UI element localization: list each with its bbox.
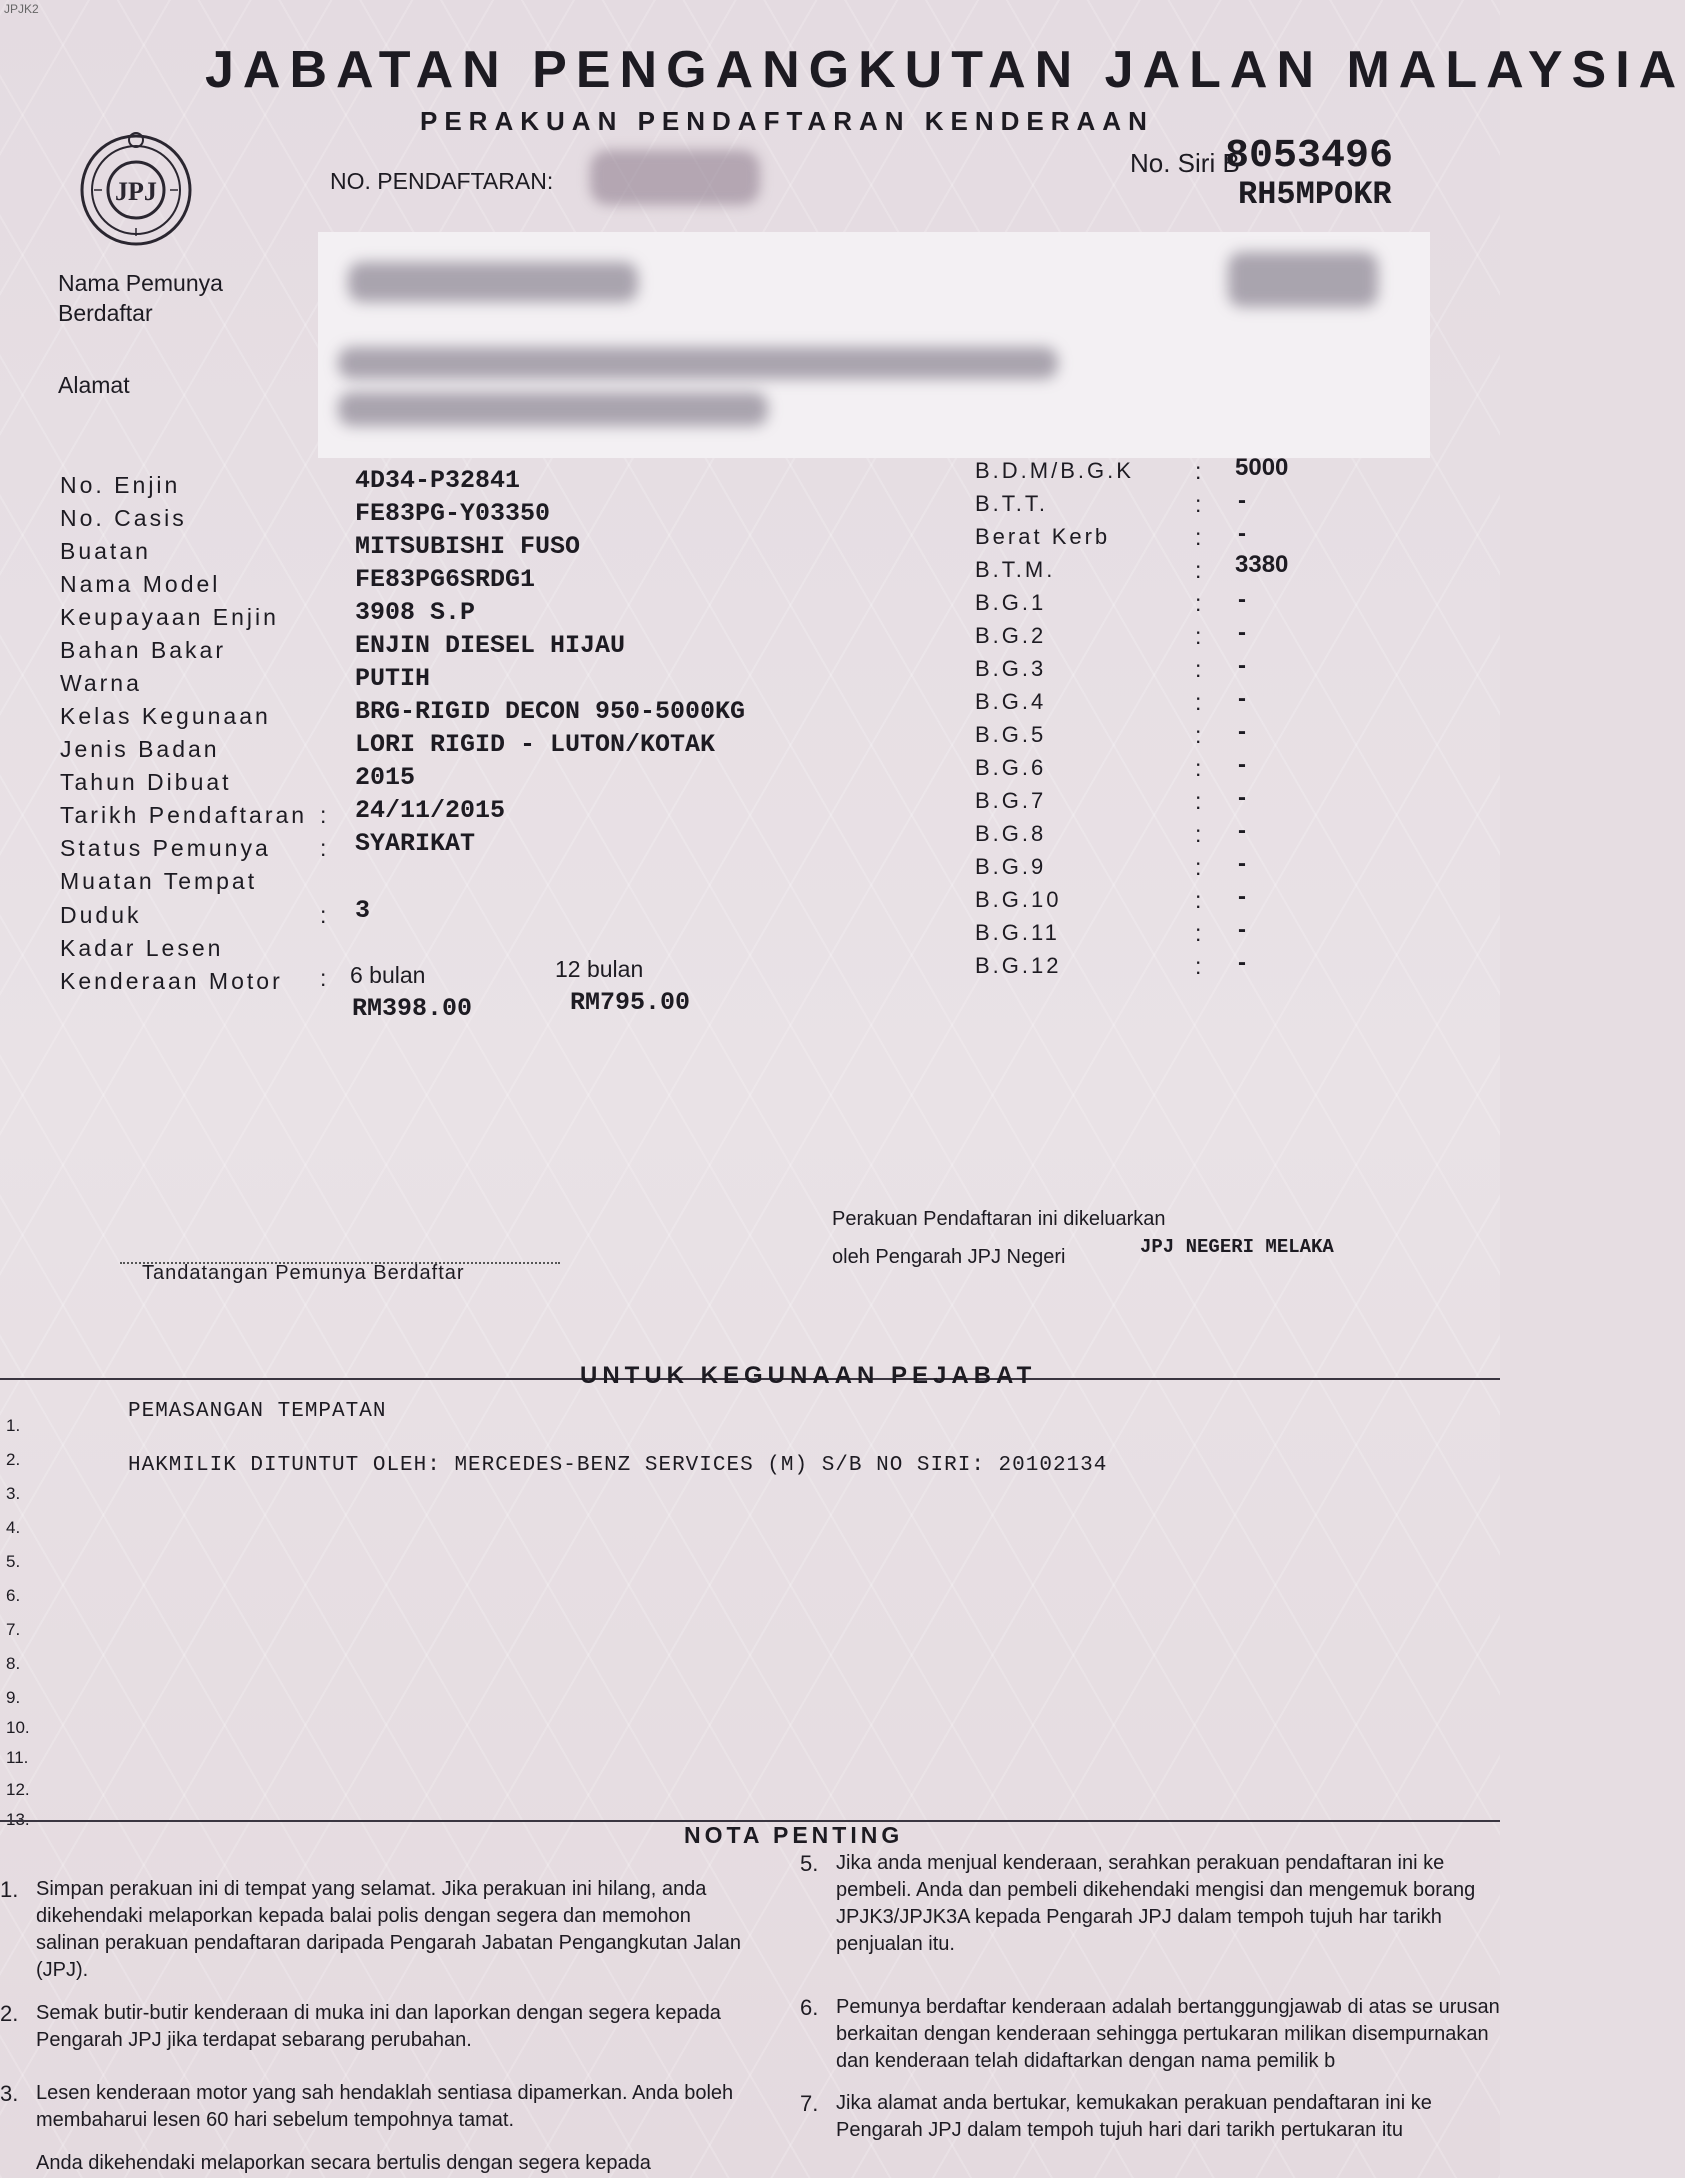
office-line-number: 1. bbox=[6, 1416, 21, 1435]
note-item bbox=[800, 1994, 1500, 2075]
colon: : bbox=[320, 835, 327, 861]
note-item bbox=[0, 2080, 752, 2134]
corner-mark: JPJK2 bbox=[4, 2, 39, 16]
field-label-license-rate-1: Kadar Lesen bbox=[60, 935, 224, 961]
colon: : bbox=[1195, 689, 1202, 715]
note-item bbox=[36, 2150, 752, 2177]
weight-label-bg2: B.G.2 bbox=[975, 623, 1047, 648]
owner-name-label-1: Nama Pemunya bbox=[58, 270, 223, 296]
license-12-month-label: 12 bulan bbox=[555, 956, 644, 982]
office-line-number: 11. bbox=[6, 1748, 29, 1767]
note-text: Semak butir-butir kenderaan di muka ini dan laporkan dengan segera kepada Pengarah JPJ jika terdapat sebarang perubahan. bbox=[36, 2002, 721, 2051]
field-label-model: Nama Model bbox=[60, 571, 221, 597]
weight-value-bg10: - bbox=[1238, 883, 1246, 910]
registration-number-redacted bbox=[590, 150, 760, 205]
field-label-chassis-no: No. Casis bbox=[60, 505, 187, 531]
office-line-number: 4. bbox=[6, 1518, 21, 1537]
weight-label-bg7: B.G.7 bbox=[975, 788, 1047, 813]
colon: : bbox=[1195, 557, 1202, 583]
office-entry-2: HAKMILIK DITUNTUT OLEH: MERCEDES-BENZ SERVICES (M) S/B NO SIRI: 20102134 bbox=[128, 1454, 1108, 1477]
note-number: 6. bbox=[800, 1995, 819, 2020]
page-title: JABATAN PENGANGKUTAN JALAN MALAYSIA bbox=[205, 41, 1685, 99]
note-item bbox=[0, 2000, 752, 2054]
field-label-seating-2: Duduk bbox=[60, 902, 142, 928]
field-value-colour: PUTIH bbox=[355, 664, 431, 693]
registration-number-label: NO. PENDAFTARAN: bbox=[330, 168, 554, 194]
weight-value-bg3: - bbox=[1238, 652, 1246, 679]
issuer-state: JPJ NEGERI MELAKA bbox=[1140, 1236, 1334, 1258]
weight-label-bg8: B.G.8 bbox=[975, 821, 1047, 846]
serial-number: 8053496 bbox=[1225, 134, 1394, 179]
weight-value-kerb: - bbox=[1238, 520, 1246, 547]
license-12-month-value: RM795.00 bbox=[570, 988, 691, 1017]
field-label-make: Buatan bbox=[60, 538, 151, 564]
colon: : bbox=[1195, 920, 1202, 946]
note-number: 1. bbox=[0, 1877, 19, 1902]
weight-label-bg11: B.G.11 bbox=[975, 920, 1060, 945]
weight-value-btt: - bbox=[1238, 487, 1246, 514]
note-text: Pemunya berdaftar kenderaan adalah bertanggungjawab di atas se urusan berkaitan dengan kenderaan sehingga pertukaran milikan disempurnakan dan kenderaan telah didaftarkan dengan nama pemilik b bbox=[836, 1996, 1500, 2072]
address-label: Alamat bbox=[58, 372, 130, 398]
field-label-body-type: Jenis Badan bbox=[60, 736, 220, 762]
colon: : bbox=[1195, 623, 1202, 649]
weight-value-bg5: - bbox=[1238, 718, 1246, 745]
serial-label: No. Siri B bbox=[1130, 148, 1240, 178]
license-6-month-label: 6 bulan bbox=[350, 962, 426, 988]
weight-label-bg1: B.G.1 bbox=[975, 590, 1047, 615]
field-label-year-made: Tahun Dibuat bbox=[60, 769, 232, 795]
field-value-fuel: ENJIN DIESEL HIJAU bbox=[355, 631, 626, 660]
weight-label-btt: B.T.T. bbox=[975, 491, 1049, 516]
weight-label-bg6: B.G.6 bbox=[975, 755, 1047, 780]
colon: : bbox=[320, 902, 327, 928]
note-text: Lesen kenderaan motor yang sah hendaklah sentiasa dipamerkan. Anda boleh membaharui lesen 60 hari sebelum tempohnya tamat. bbox=[36, 2082, 734, 2131]
field-value-body-type: LORI RIGID - LUTON/KOTAK bbox=[355, 730, 716, 759]
weight-label-bg5: B.G.5 bbox=[975, 722, 1047, 747]
field-value-model: FE83PG6SRDG1 bbox=[355, 565, 536, 594]
colon: : bbox=[1195, 953, 1202, 979]
weight-label-bg10: B.G.10 bbox=[975, 887, 1062, 912]
note-number: 5. bbox=[800, 1851, 819, 1876]
field-value-owner-status: SYARIKAT bbox=[355, 829, 476, 858]
field-value-usage-class: BRG-RIGID DECON 950-5000KG bbox=[355, 697, 746, 726]
weight-value-bg9: - bbox=[1238, 850, 1246, 877]
colon: : bbox=[1195, 656, 1202, 682]
office-line-number: 5. bbox=[6, 1552, 21, 1571]
colon: : bbox=[1195, 458, 1202, 484]
weight-value-bg7: - bbox=[1238, 784, 1246, 811]
note-item bbox=[0, 1876, 752, 1984]
field-label-license-rate-2: Kenderaan Motor bbox=[60, 968, 283, 994]
colon: : bbox=[1195, 788, 1202, 814]
weight-label-bdm: B.D.M/B.G.K bbox=[975, 458, 1134, 483]
office-entry-1: PEMASANGAN TEMPATAN bbox=[128, 1400, 387, 1423]
owner-name-label-2: Berdaftar bbox=[58, 300, 153, 326]
office-line-number: 7. bbox=[6, 1620, 21, 1639]
office-line-number: 9. bbox=[6, 1688, 21, 1707]
issuer-line-1: Perakuan Pendaftaran ini dikeluarkan bbox=[832, 1208, 1166, 1230]
nota-title: NOTA PENTING bbox=[684, 1822, 904, 1848]
colon: : bbox=[1195, 590, 1202, 616]
note-item bbox=[800, 2090, 1500, 2144]
weight-value-bg6: - bbox=[1238, 751, 1246, 778]
colon: : bbox=[320, 965, 327, 991]
note-number: 7. bbox=[800, 2091, 819, 2116]
weight-label-bg12: B.G.12 bbox=[975, 953, 1062, 978]
office-line-number: 12. bbox=[6, 1780, 30, 1799]
issuer-line-2: oleh Pengarah JPJ Negeri bbox=[832, 1246, 1066, 1268]
office-line-number: 3. bbox=[6, 1484, 21, 1503]
field-label-registration-date: Tarikh Pendaftaran bbox=[60, 802, 308, 828]
license-6-month-value: RM398.00 bbox=[352, 994, 473, 1023]
weight-value-bg4: - bbox=[1238, 685, 1246, 712]
field-label-engine-no: No. Enjin bbox=[60, 472, 181, 498]
field-value-year-made: 2015 bbox=[355, 763, 416, 792]
note-text: Simpan perakuan ini di tempat yang selamat. Jika perakuan ini hilang, anda dikehendaki melaporkan kepada balai polis dengan segera dan memohon salinan perakuan pendaftaran daripada Pengarah Jabatan Pengangkutan Jalan (JPJ). bbox=[36, 1878, 741, 1981]
colon: : bbox=[1195, 854, 1202, 880]
note-text: Jika anda menjual kenderaan, serahkan perakuan pendaftaran ini ke pembeli. Anda dan pembeli dikehendaki mengisi dan mengemuk borang JPJK3/JPJK3A kepada Pengarah JPJ dalam tempoh tujuh har tarikh penjualan itu. bbox=[836, 1852, 1476, 1955]
owner-redacted-block bbox=[318, 232, 1430, 458]
colon: : bbox=[1195, 755, 1202, 781]
weight-value-btm: 3380 bbox=[1235, 551, 1289, 578]
field-value-make: MITSUBISHI FUSO bbox=[355, 532, 581, 561]
weight-value-bg2: - bbox=[1238, 619, 1246, 646]
weight-value-bg1: - bbox=[1238, 586, 1246, 613]
field-value-registration-date: 24/11/2015 bbox=[355, 796, 506, 825]
jpj-seal-logo bbox=[76, 128, 196, 248]
field-label-engine-capacity: Keupayaan Enjin bbox=[60, 604, 279, 630]
field-label-usage-class: Kelas Kegunaan bbox=[60, 703, 271, 729]
note-number: 2. bbox=[0, 2001, 19, 2026]
office-line-number: 10. bbox=[6, 1718, 30, 1737]
note-text: Anda dikehendaki melaporkan secara bertulis dengan segera kepada bbox=[36, 2152, 651, 2174]
office-section-title: UNTUK KEGUNAAN PEJABAT bbox=[580, 1362, 1037, 1389]
weight-label-kerb: Berat Kerb bbox=[975, 524, 1111, 549]
note-number: 3. bbox=[0, 2081, 19, 2106]
field-label-owner-status: Status Pemunya bbox=[60, 835, 271, 861]
svg-text:JPJ: JPJ bbox=[115, 177, 157, 206]
weight-label-bg3: B.G.3 bbox=[975, 656, 1047, 681]
serial-code: RH5MPOKR bbox=[1238, 176, 1392, 213]
colon: : bbox=[320, 802, 327, 828]
office-line-number: 8. bbox=[6, 1654, 21, 1673]
note-item bbox=[800, 1850, 1500, 1958]
weight-value-bg12: - bbox=[1238, 949, 1246, 976]
weight-label-btm: B.T.M. bbox=[975, 557, 1056, 582]
colon: : bbox=[1195, 491, 1202, 517]
weight-value-bg8: - bbox=[1238, 817, 1246, 844]
weight-label-bg4: B.G.4 bbox=[975, 689, 1047, 714]
weight-value-bg11: - bbox=[1238, 916, 1246, 943]
colon: : bbox=[1195, 821, 1202, 847]
note-text: Jika alamat anda bertukar, kemukakan perakuan pendaftaran ini ke Pengarah JPJ dalam tempoh tujuh hari dari tarikh pertukaran itu bbox=[836, 2092, 1432, 2141]
field-label-fuel: Bahan Bakar bbox=[60, 637, 226, 663]
weight-label-bg9: B.G.9 bbox=[975, 854, 1047, 879]
signature-label: Tandatangan Pemunya Berdaftar bbox=[142, 1262, 465, 1284]
field-value-engine-capacity: 3908 S.P bbox=[355, 598, 476, 627]
colon: : bbox=[1195, 524, 1202, 550]
field-value-chassis-no: FE83PG-Y03350 bbox=[355, 499, 551, 528]
field-value-engine-no: 4D34-P32841 bbox=[355, 466, 521, 495]
office-line-number: 2. bbox=[6, 1450, 21, 1469]
colon: : bbox=[1195, 722, 1202, 748]
weight-value-bdm: 5000 bbox=[1235, 454, 1289, 481]
office-line-number: 6. bbox=[6, 1586, 21, 1605]
field-label-seating-1: Muatan Tempat bbox=[60, 868, 258, 894]
colon: : bbox=[1195, 887, 1202, 913]
field-value-seating: 3 bbox=[355, 896, 371, 925]
field-label-colour: Warna bbox=[60, 670, 142, 696]
page-subtitle: PERAKUAN PENDAFTARAN KENDERAAN bbox=[420, 106, 1154, 136]
